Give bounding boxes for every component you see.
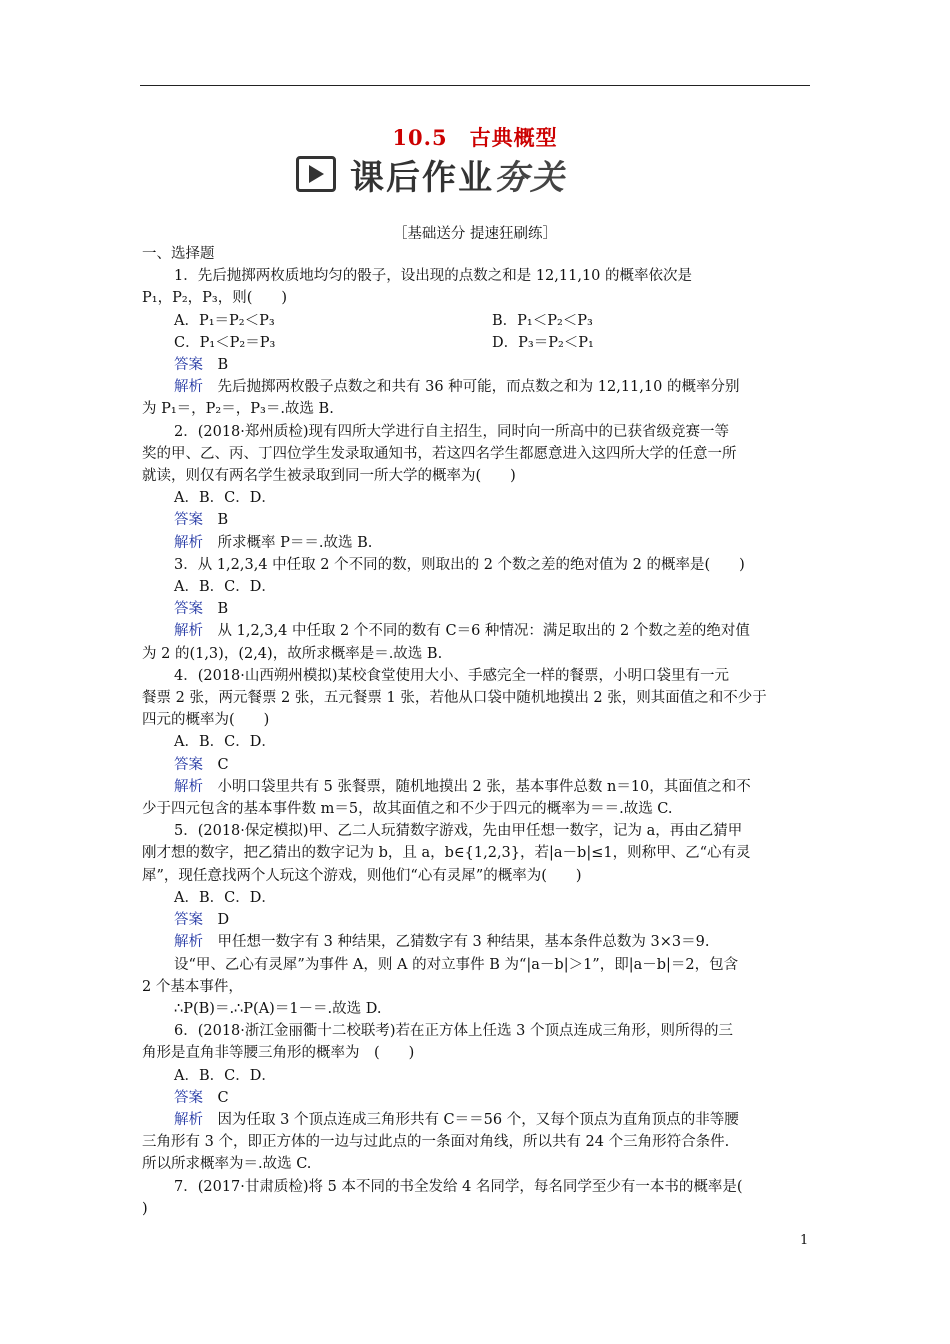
text-line: 角形是直角非等腰三角形的概率为 ( ) <box>142 1045 415 1062</box>
line-text: 小明口袋里共有 5 张餐票，随机地摸出 2 张，基本事件总数 n＝10，其面值之和不 <box>203 778 751 795</box>
text-line: 为 P₁＝，P₂＝，P₃＝.故选 B. <box>142 401 334 418</box>
option-text: C．P₁＜P₂＝P₃ <box>174 334 276 351</box>
line-text: B <box>203 601 229 618</box>
text-line: 一、选择题 <box>142 246 215 262</box>
text-line: 为 2 的(1,3)，(2,4)，故所求概率是＝.故选 B. <box>142 645 443 662</box>
text-line: 犀”，现任意找两个人玩这个游戏，则他们“心有灵犀”的概率为( ) <box>142 867 582 884</box>
text-line: 5．(2018·保定模拟)甲、乙二人玩猜数字游戏，先由甲任想一数字，记为 a，再由乙猜甲 <box>174 823 743 840</box>
answer-line <box>142 754 810 776</box>
line-text: C <box>203 1089 229 1106</box>
line-label: 解析 <box>174 1111 203 1128</box>
line-text: 因为任取 3 个顶点连成三角形共有 C＝＝56 个，又每个顶点为直角顶点的非等腰 <box>203 1111 739 1128</box>
line-label: 解析 <box>174 534 203 551</box>
text-line: 刚才想的数字，把乙猜出的数字记为 b，且 a，b∈{1,2,3}，若|a－b|≤1，则称甲、乙“心有灵 <box>142 845 751 862</box>
text-line: 所以所求概率为＝.故选 C. <box>142 1156 312 1173</box>
text-line: 3．从 1,2,3,4 中任取 2 个不同的数，则取出的 2 个数之差的绝对值为 2 的概率是( ) <box>174 556 745 573</box>
line-text: B <box>203 357 229 374</box>
line-label: 答案 <box>174 357 203 374</box>
analysis-line <box>142 620 810 642</box>
option-text: A．P₁＝P₂＜P₃ <box>174 312 275 329</box>
answer-line <box>142 598 810 620</box>
text-line: 6．(2018·浙江金丽衢十二校联考)若在正方体上任选 3 个顶点连成三角形，则所得的三 <box>174 1023 733 1040</box>
line-label: 答案 <box>174 912 203 929</box>
line-text: 甲任想一数字有 3 种结果，乙猜数字有 3 种结果，基本条件总数为 3×3＝9. <box>203 934 710 951</box>
banner-text <box>350 150 566 199</box>
answer-line <box>142 354 810 376</box>
banner-accent: 夯关 <box>494 157 566 198</box>
line-label: 答案 <box>174 1089 203 1106</box>
analysis-line <box>142 532 810 554</box>
line-text: 先后抛掷两枚骰子点数之和共有 36 种可能，而点数之和为 12,11,10 的概率分别 <box>203 379 740 396</box>
line-text: C <box>203 756 229 773</box>
answer-line <box>142 1087 810 1109</box>
line-text: B <box>203 512 229 529</box>
answer-options <box>142 332 810 354</box>
answer-options <box>142 310 810 332</box>
line-label: 答案 <box>174 512 203 529</box>
text-line: 三角形有 3 个，即正方体的一边与过此点的一条面对角线，所以共有 24 个三角形符合条件. <box>142 1134 730 1151</box>
text-line: A．B．C．D． <box>174 734 276 751</box>
text-line: 1．先后抛掷两枚质地均匀的骰子，设出现的点数之和是 12,11,10 的概率依次是 <box>174 268 693 285</box>
text-line: 餐票 2 张，两元餐票 2 张，五元餐票 1 张，若他从口袋中随机地摸出 2 张，则其面值之和不少于 <box>142 690 767 707</box>
text-line: A．B．C．D． <box>174 579 276 596</box>
option-text: B．P₁＜P₂＜P₃ <box>492 312 593 329</box>
header-rule <box>140 85 810 86</box>
answer-line <box>142 909 810 931</box>
option-text: D．P₃＝P₂＜P₁ <box>492 334 594 351</box>
text-line: A．B．C．D． <box>174 490 276 507</box>
text-line: P₁，P₂，P₃，则( ) <box>142 290 288 307</box>
text-line: 设“甲、乙心有灵犀”为事件 A，则 A 的对立事件 B 为“|a－b|＞1”，即|a－b|＝2，包含 <box>174 956 739 973</box>
text-line: A．B．C．D． <box>174 889 276 906</box>
homework-banner <box>296 152 566 196</box>
analysis-line <box>142 776 810 798</box>
line-text: D <box>203 912 230 929</box>
text-line: 2 个基本事件， <box>142 978 243 995</box>
line-text: 从 1,2,3,4 中任取 2 个不同的数有 C＝6 种情况：满足取出的 2 个数之差的绝对值 <box>203 623 750 640</box>
play-icon <box>296 156 336 192</box>
text-line: ∴P(B)＝.∴P(A)＝1－＝.故选 D. <box>174 1000 382 1017</box>
text-line: 四元的概率为( ) <box>142 712 270 729</box>
line-label: 解析 <box>174 778 203 795</box>
line-label: 答案 <box>174 756 203 773</box>
line-label: 答案 <box>174 601 203 618</box>
text-line: 少于四元包含的基本事件数 m＝5，故其面值之和不少于四元的概率为＝＝.故选 C. <box>142 801 673 818</box>
line-label: 解析 <box>174 379 203 396</box>
text-line: 4．(2018·山西朔州模拟)某校食堂使用大小、手感完全一样的餐票，小明口袋里有一元 <box>174 667 730 684</box>
line-text: 所求概率 P＝＝.故选 B. <box>203 534 373 551</box>
analysis-line <box>142 1109 810 1131</box>
text-line: 就读，则仅有两名学生被录取到同一所大学的概率为( ) <box>142 468 516 485</box>
page-number: 1 <box>800 1233 809 1248</box>
line-label: 解析 <box>174 934 203 951</box>
text-line: ) <box>142 1200 148 1217</box>
banner-label: 课后作业 <box>350 157 494 198</box>
text-line: 奖的甲、乙、丙、丁四位学生发录取通知书，若这四名学生都愿意进入这四所大学的任意一所 <box>142 445 737 462</box>
analysis-line <box>142 376 810 398</box>
answer-line <box>142 509 810 531</box>
text-line: 2．(2018·郑州质检)现有四所大学进行自主招生，同时向一所高中的已获省级竞赛一等 <box>174 423 730 440</box>
line-label: 解析 <box>174 623 203 640</box>
exercise-body <box>142 243 810 1220</box>
page-title: 10.5 古典概型 <box>392 125 558 150</box>
text-line: A．B．C．D． <box>174 1067 276 1084</box>
section-subtitle: ［基础送分 提速狂刷练］ <box>392 226 558 242</box>
analysis-line <box>142 931 810 953</box>
text-line: 7．(2017·甘肃质检)将 5 本不同的书全发给 4 名同学，每名同学至少有一本书的概率是( <box>174 1178 743 1195</box>
